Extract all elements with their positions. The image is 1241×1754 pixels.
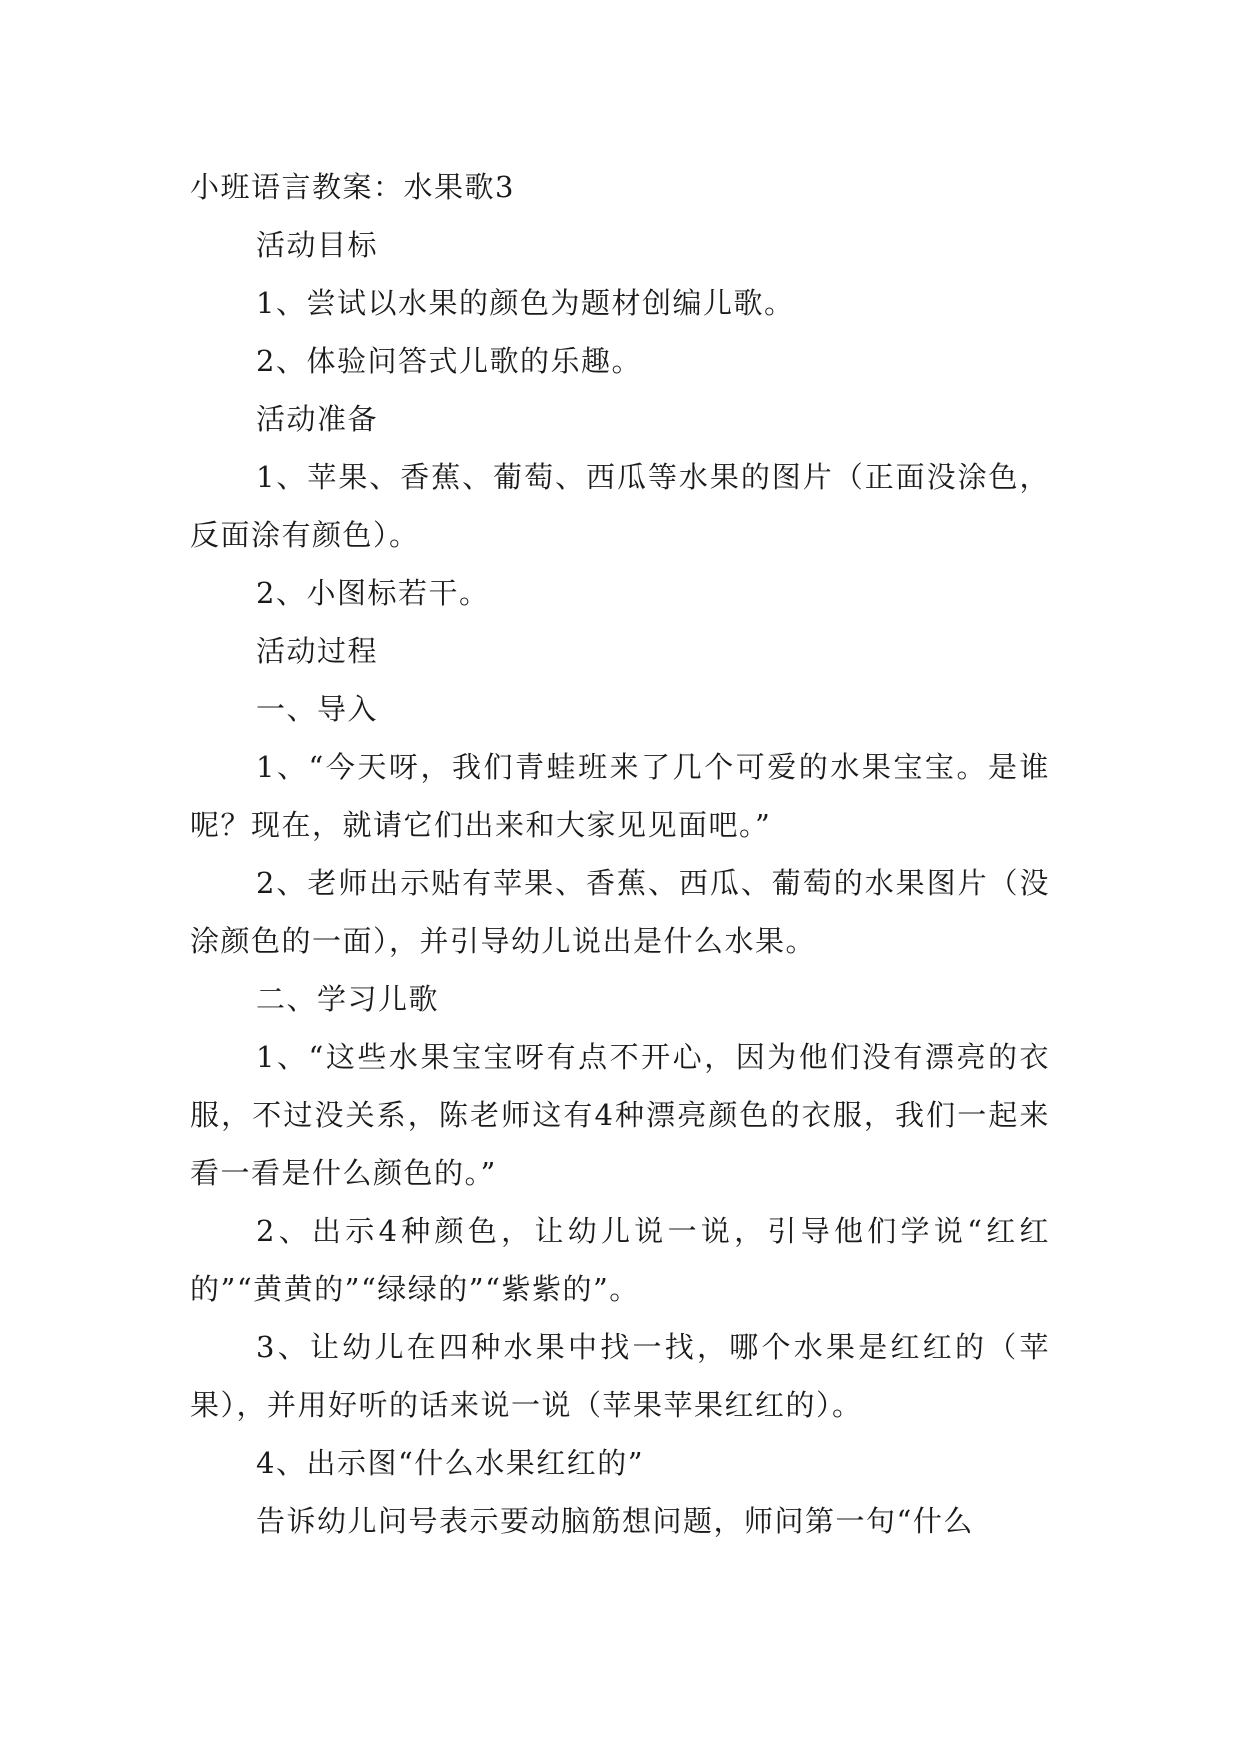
paragraph: 2、体验问答式儿歌的乐趣。 bbox=[256, 344, 642, 378]
paragraph: 1、苹果、香蕉、葡萄、西瓜等水果的图片（正面没涂色，反面涂有颜色）。 bbox=[190, 460, 1050, 552]
paragraph: 4、出示图“什么水果红红的” bbox=[256, 1446, 645, 1480]
paragraph: 1、尝试以水果的颜色为题材创编儿歌。 bbox=[256, 286, 795, 320]
paragraph: 1、“今天呀，我们青蛙班来了几个可爱的水果宝宝。是谁呢？现在，就请它们出来和大家见见面吧。” bbox=[190, 750, 1050, 842]
subsection-heading: 一、导入 bbox=[256, 692, 379, 726]
paragraph: 2、小图标若干。 bbox=[256, 576, 490, 610]
section-heading-objectives: 活动目标 bbox=[256, 228, 379, 262]
paragraph: 3、让幼儿在四种水果中找一找，哪个水果是红红的（苹果），并用好听的话来说一说（苹果苹果红红的）。 bbox=[190, 1330, 1050, 1422]
document-title: 小班语言教案：水果歌3 bbox=[190, 170, 515, 204]
paragraph: 2、老师出示贴有苹果、香蕉、西瓜、葡萄的水果图片（没涂颜色的一面），并引导幼儿说出是什么水果。 bbox=[190, 866, 1050, 958]
paragraph: 2、出示4种颜色，让幼儿说一说，引导他们学说“红红的”“黄黄的”“绿绿的”“紫紫的”。 bbox=[190, 1214, 1050, 1306]
paragraph: 1、“这些水果宝宝呀有点不开心，因为他们没有漂亮的衣服，不过没关系，陈老师这有4种漂亮颜色的衣服，我们一起来看一看是什么颜色的。” bbox=[190, 1040, 1050, 1190]
section-heading-preparation: 活动准备 bbox=[256, 402, 379, 436]
document-body bbox=[190, 158, 1050, 1550]
subsection-heading: 二、学习儿歌 bbox=[256, 982, 440, 1016]
paragraph: 告诉幼儿问号表示要动脑筋想问题，师问第一句“什么 bbox=[256, 1504, 974, 1538]
section-heading-process: 活动过程 bbox=[256, 634, 379, 668]
